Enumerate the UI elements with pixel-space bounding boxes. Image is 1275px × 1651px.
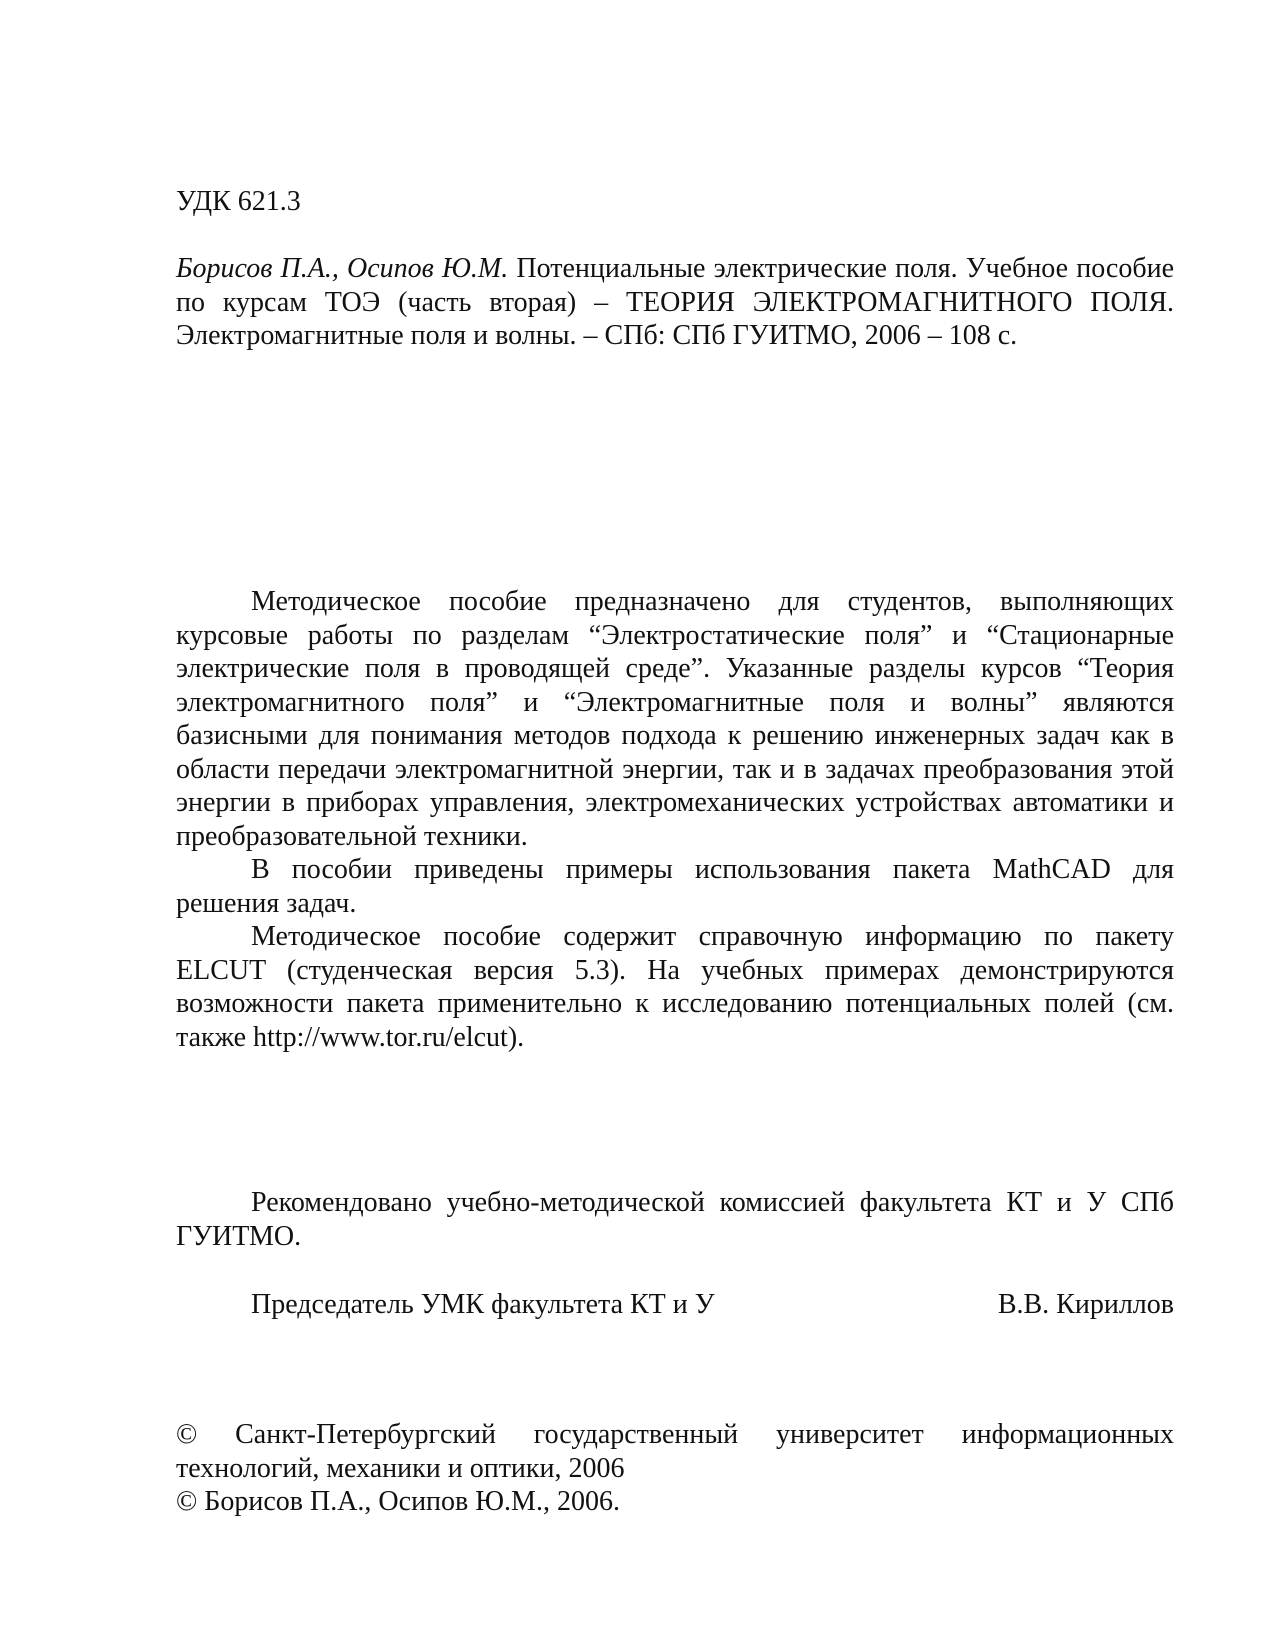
copyright-university: © Санкт-Петербургский государственный университет информационных технологий, механики и оптики, 2006 bbox=[176, 1419, 1174, 1484]
bibliographic-text bbox=[176, 252, 1174, 353]
bibliographic-authors: Борисов П.А., Осипов Ю.М. bbox=[176, 253, 509, 284]
annotation-section bbox=[176, 585, 1174, 1054]
bibliographic-description: Потенциальные электрические поля. Учебное пособие по курсам ТОЭ (часть вторая) – ТЕОРИЯ ЭЛЕКТРОМАГНИТНОГО ПОЛЯ. Электромагнитные поля и волны. – СПб: СПб ГУИТМО, 2006 – 108 с. bbox=[176, 253, 1174, 351]
copyright-section bbox=[176, 1418, 1174, 1519]
annotation-paragraph: Методическое пособие предназначено для студентов, выполняющих курсовые работы по разделам “Электростатические поля” и “Стационарные электрические поля в проводящей среде”. Указанные разделы курсов “Теория электромагнитного поля” и “Электромагнитные поля и волны” являются базисными для понимания методов подхода к решению инженерных задач как в области передачи электромагнитной энергии, так и в задачах преобразования этой энергии в приборах управления, электромеханических устройствах автоматики и преобразовательной техники. bbox=[176, 586, 1174, 852]
annotation-paragraph: В пособии приведены примеры использования пакета MathCAD для решения задач. bbox=[176, 854, 1174, 919]
udk-section bbox=[176, 185, 1174, 219]
recommendation-text: Рекомендовано учебно-методической комиссией факультета КТ и У СПб ГУИТМО. bbox=[176, 1187, 1174, 1252]
recommendation-section bbox=[176, 1186, 1174, 1253]
udk-code: УДК 621.3 bbox=[176, 186, 301, 217]
chair-signature bbox=[176, 1288, 1174, 1322]
bibliographic-record bbox=[176, 252, 1174, 353]
annotation-paragraph: Методическое пособие содержит справочную информацию по пакету ELCUT (студенческая версия 5.3). На учебных примерах демонстрируются возможности пакета применительно к исследованию потенциальных полей (см. также http://www.tor.ru/elcut). bbox=[176, 921, 1174, 1053]
copyright-authors: © Борисов П.А., Осипов Ю.М., 2006. bbox=[176, 1486, 620, 1517]
chair-name: В.В. Кириллов bbox=[997, 1289, 1174, 1320]
chair-label: Председатель УМК факультета КТ и У bbox=[251, 1289, 715, 1320]
